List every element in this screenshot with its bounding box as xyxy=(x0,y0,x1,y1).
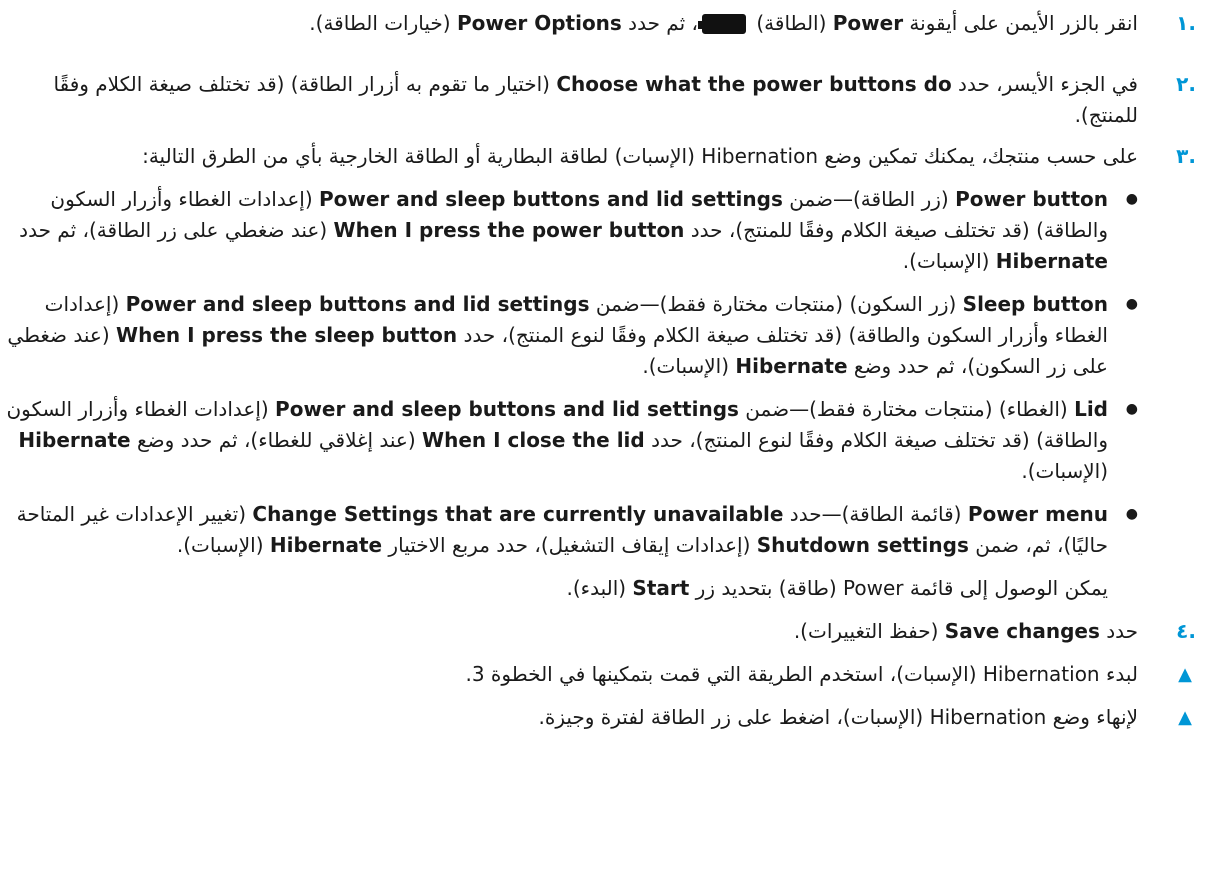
ui-term: Shutdown settings xyxy=(756,533,969,557)
step-number: .١ xyxy=(1176,11,1196,35)
ui-term: Power and sleep buttons and lid settings xyxy=(318,187,783,211)
tip-text: لإنهاء وضع Hibernation (الإسبات)، اضغط على زر الطاقة لفترة وجيزة. xyxy=(538,705,1138,729)
step-1 xyxy=(6,8,1196,39)
ui-term: Power Options xyxy=(456,11,622,35)
ui-term: Choose what the power buttons do xyxy=(556,72,952,96)
bullet-text: (الإسبات). xyxy=(642,354,736,378)
bullet-item-lid xyxy=(6,394,1138,487)
bullet-text: (إعدادات الغطاء وأزرار السكون والطاقة) (قد تختلف صيغة الكلام وفقًا لنوع المنتج)، حدد xyxy=(6,397,1108,452)
ui-term: Power and sleep buttons and lid settings xyxy=(275,397,739,421)
ui-term: Hibernate xyxy=(18,428,131,452)
ui-term: Start xyxy=(632,576,690,600)
bullet-icon: ● xyxy=(1125,401,1138,417)
ui-term: Hibernate xyxy=(735,354,848,378)
step-text: حدد xyxy=(1099,619,1138,643)
step-text: (اختيار ما تقوم به أزرار الطاقة) (قد تختلف صيغة الكلام وفقًا للمنتج). xyxy=(53,72,1138,127)
ui-term: Power xyxy=(832,11,904,35)
step-text: في الجزء الأيسر، حدد xyxy=(951,72,1138,96)
bullet-text: (إعدادات الغطاء وأزرار السكون والطاقة) (قد تختلف صيغة الكلام وفقًا للمنتج)، حدد xyxy=(50,187,1108,242)
ui-term: Hibernate xyxy=(269,533,383,557)
step-text: انقر بالزر الأيمن على أيقونة xyxy=(903,11,1138,35)
bullet-item-power-button xyxy=(6,184,1138,277)
step-4 xyxy=(6,616,1196,647)
step-text: (الطاقة) xyxy=(750,11,833,35)
note-paragraph xyxy=(6,573,1108,604)
bullet-text: (الغطاء) (منتجات مختارة فقط)—ضمن xyxy=(738,397,1075,421)
tip-item xyxy=(6,702,1192,733)
ui-term: Power button xyxy=(955,187,1108,211)
bullet-text: (عند ضغطي على زر الطاقة)، ثم حدد xyxy=(19,218,334,242)
bullet-text: (عند إغلاقي للغطاء)، ثم حدد وضع xyxy=(130,428,423,452)
bullet-text: (عند ضغطي على زر السكون)، ثم حدد وضع xyxy=(7,323,1108,378)
step-text: على حسب منتجك، يمكنك تمكين وضع Hibernation (الإسبات) لطاقة البطارية أو الطاقة الخارجية بأي من الطرق التالية: xyxy=(142,144,1138,168)
step-number: .٤ xyxy=(1176,619,1196,643)
triangle-bullet-icon: ▲ xyxy=(1178,707,1192,728)
bullet-text: (زر السكون) (منتجات مختارة فقط)—ضمن xyxy=(589,292,963,316)
step-text: ، ثم حدد xyxy=(621,11,698,35)
note-text: يمكن الوصول إلى قائمة Power (طاقة) بتحديد زر xyxy=(689,576,1108,600)
bullet-icon: ● xyxy=(1125,296,1138,312)
ui-term: When I press the power button xyxy=(333,218,685,242)
bullet-item-power-menu xyxy=(6,499,1138,561)
ui-term: Sleep button xyxy=(962,292,1108,316)
ui-term: Lid xyxy=(1074,397,1108,421)
bullet-text: (إعدادات إيقاف التشغيل)، حدد مربع الاختيار xyxy=(382,533,757,557)
tip-item xyxy=(6,659,1192,690)
bullet-text: (الإسبات). xyxy=(1021,459,1108,483)
step-number: .٢ xyxy=(1176,72,1196,96)
step-text: (حفظ التغييرات). xyxy=(793,619,945,643)
step-number: .٣ xyxy=(1176,144,1196,168)
bullet-item-sleep-button xyxy=(6,289,1138,382)
note-text: (البدء). xyxy=(566,576,633,600)
step-2 xyxy=(6,69,1196,131)
ui-term: Save changes xyxy=(944,619,1100,643)
step-text: (خيارات الطاقة). xyxy=(309,11,457,35)
battery-icon xyxy=(702,14,746,34)
bullet-icon: ● xyxy=(1125,506,1138,522)
bullet-text: (زر الطاقة)—ضمن xyxy=(782,187,956,211)
ui-term: When I press the sleep button xyxy=(116,323,458,347)
bullet-icon: ● xyxy=(1125,191,1138,207)
ui-term: Power and sleep buttons and lid settings xyxy=(125,292,590,316)
bullet-text: (قائمة الطاقة)—حدد xyxy=(783,502,968,526)
bullet-text: (تغيير الإعدادات غير المتاحة حاليًا)، ثم، ضمن xyxy=(16,502,1108,557)
bullet-text: (إعدادات الغطاء وأزرار السكون والطاقة) (قد تختلف صيغة الكلام وفقًا لنوع المنتج)، حدد xyxy=(44,292,1108,347)
ui-term: When I close the lid xyxy=(422,428,645,452)
ui-term: Change Settings that are currently unavailable xyxy=(252,502,784,526)
triangle-bullet-icon: ▲ xyxy=(1178,664,1192,685)
tip-text: لبدء Hibernation (الإسبات)، استخدم الطريقة التي قمت بتمكينها في الخطوة 3. xyxy=(465,662,1138,686)
ui-term: Hibernate xyxy=(995,249,1108,273)
bullet-text: (الإسبات). xyxy=(176,533,270,557)
step-3 xyxy=(6,141,1196,172)
ui-term: Power menu xyxy=(967,502,1108,526)
bullet-text: (الإسبات). xyxy=(902,249,996,273)
